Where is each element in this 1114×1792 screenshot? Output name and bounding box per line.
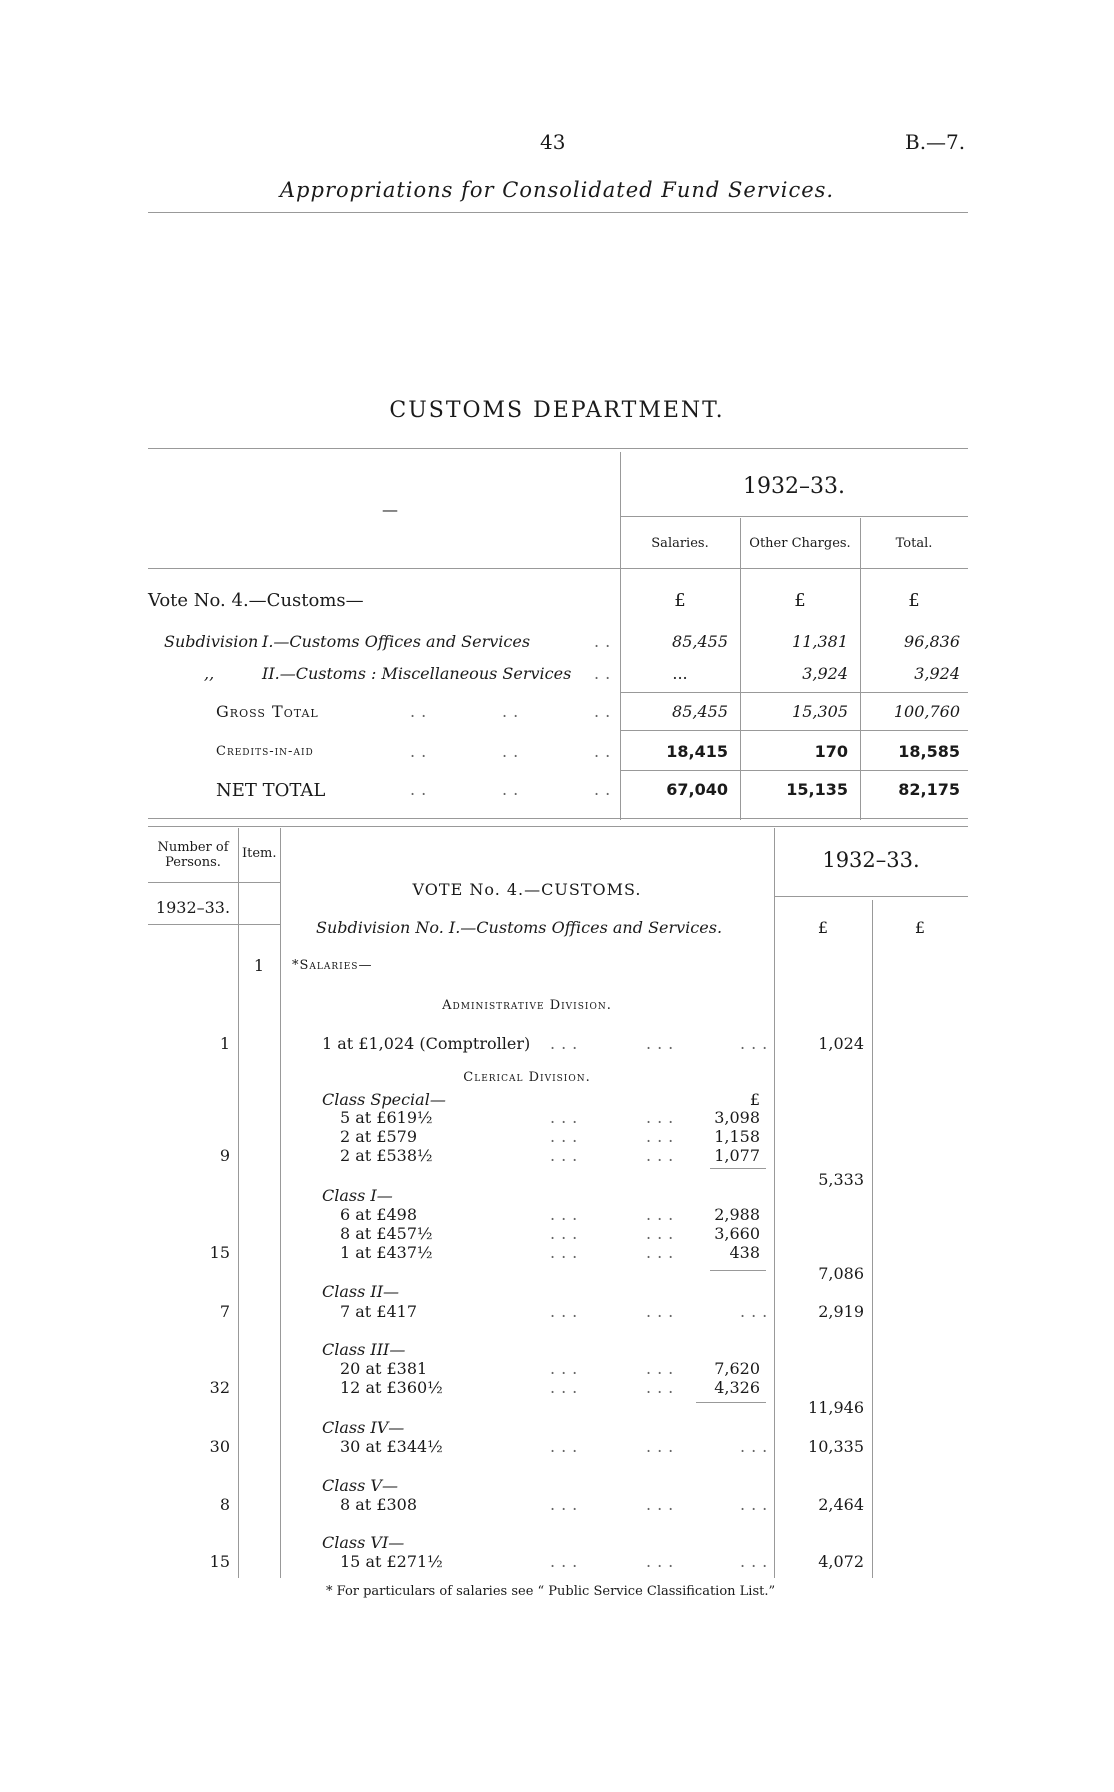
subdivision-ditto: ,, (204, 664, 215, 683)
leader-dots: ... (550, 1205, 584, 1224)
col-header-other-charges: Other Charges. (749, 536, 851, 551)
currency-col-b: £ (914, 918, 926, 937)
class-iv-title: Class IV— (322, 1418, 405, 1437)
detail-year: 1932–33. (822, 848, 920, 872)
class-special-line: 2 at £579 (340, 1127, 418, 1146)
class-iii-value: 4,326 (714, 1378, 760, 1397)
class-special-subtotal: 5,333 (818, 1170, 864, 1189)
class-vi-amount: 4,072 (818, 1552, 864, 1571)
class-ii-title: Class II— (322, 1282, 400, 1301)
page-subtitle: Appropriations for Consolidated Fund Services. (279, 178, 835, 202)
class-special-rule (710, 1168, 766, 1169)
admin-persons: 1 (219, 1034, 230, 1053)
salaries-label: *Salaries— (292, 958, 373, 973)
item-divider (280, 828, 281, 1578)
detail-top-rule (148, 826, 968, 827)
leader-dots: ... (646, 1224, 680, 1243)
leader-dots: ... (550, 1302, 584, 1321)
leader-dots: ... (646, 1205, 680, 1224)
class-i-line: 1 at £437½ (340, 1243, 433, 1262)
class-iii-line: 20 at £381 (340, 1359, 428, 1378)
leader-dots: ... (550, 1552, 584, 1571)
leader-dots: ... (740, 1302, 774, 1321)
credits-in-aid-total: 18,585 (898, 742, 960, 761)
class-ii-amount: 2,919 (818, 1302, 864, 1321)
leader-dots: ... (740, 1552, 774, 1571)
summary-bottom-rule (148, 818, 968, 819)
gross-total-salaries: 85,455 (672, 702, 728, 721)
class-ii-line: 7 at £417 (340, 1302, 418, 1321)
leader-dots: ... (550, 1108, 584, 1127)
class-special-value: 1,077 (714, 1146, 760, 1165)
leader-dots: ... (550, 1146, 584, 1165)
admin-amount: 1,024 (818, 1034, 864, 1053)
persons-header-rule (148, 882, 280, 883)
class-v-line: 8 at £308 (340, 1495, 418, 1514)
class-iii-line: 12 at £360½ (340, 1378, 443, 1397)
credits-rule (620, 730, 968, 731)
administrative-division-heading: Administrative Division. (442, 998, 612, 1013)
col-header-total: Total. (895, 536, 933, 551)
net-total-salaries: 67,040 (666, 780, 728, 799)
leader-dots: ... (646, 1359, 680, 1378)
gross-total-total: 100,760 (893, 702, 960, 721)
persons-divider (238, 828, 239, 1578)
leader-dots: ... (550, 1127, 584, 1146)
class-iv-line: 30 at £344½ (340, 1437, 443, 1456)
leader-dots: ... (550, 1495, 584, 1514)
leader-dots: ... (646, 1034, 680, 1053)
leader-dots: ... (550, 1359, 584, 1378)
inner-currency: £ (749, 1090, 760, 1109)
subdivision-title: Subdivision No. I.—Customs Offices and Services. (316, 918, 723, 937)
item-number: 1 (253, 956, 265, 975)
leader-dots: .. (594, 742, 617, 761)
summary-year: 1932–33. (743, 474, 845, 499)
net-rule (620, 770, 968, 771)
class-vi-line: 15 at £271½ (340, 1552, 443, 1571)
leader-dots: ... (550, 1378, 584, 1397)
persons-header: Number of Persons. (157, 840, 229, 870)
leader-dots: .. (502, 702, 525, 721)
leader-dots: ... (740, 1495, 774, 1514)
gross-total-label: Gross Total (216, 702, 319, 721)
subdivision-2-label: II.—Customs : Miscellaneous Services (262, 664, 572, 683)
summary-header-rule (148, 568, 968, 569)
class-special-title: Class Special— (322, 1090, 446, 1109)
persons-year-rule (148, 924, 280, 925)
currency-other: £ (794, 590, 806, 611)
net-total-label: NET TOTAL (216, 780, 326, 801)
leader-dots: .. (594, 664, 617, 683)
leader-dots: .. (502, 780, 525, 799)
class-iii-rule (696, 1402, 766, 1403)
currency-salaries: £ (674, 590, 686, 611)
leader-dots: ... (646, 1127, 680, 1146)
subdivision-1-other: 11,381 (792, 632, 848, 651)
leader-dots: ... (646, 1378, 680, 1397)
leader-dots: ... (646, 1108, 680, 1127)
subdivision-1-total: 96,836 (904, 632, 960, 651)
gross-total-other: 15,305 (792, 702, 848, 721)
persons-year: 1932–33. (155, 898, 231, 917)
item-header: Item. (242, 846, 277, 861)
department-title: CUSTOMS DEPARTMENT. (389, 398, 725, 423)
clerical-division-heading: Clerical Division. (463, 1070, 591, 1085)
class-i-title: Class I— (322, 1186, 393, 1205)
page-number: 43 (540, 130, 566, 154)
leader-dots: ... (646, 1495, 680, 1514)
class-special-line: 2 at £538½ (340, 1146, 433, 1165)
document-reference: B.—7. (905, 130, 966, 154)
class-iv-amount: 10,335 (808, 1437, 864, 1456)
leader-dots: .. (410, 780, 433, 799)
class-special-persons: 9 (219, 1146, 230, 1165)
leader-dots: ... (646, 1146, 680, 1165)
leader-dots: ... (646, 1437, 680, 1456)
class-i-line: 6 at £498 (340, 1205, 418, 1224)
header-rule (148, 212, 968, 213)
subdivision-2-other: 3,924 (802, 664, 848, 683)
subdivision-prefix: Subdivision (164, 632, 259, 651)
net-total-other: 15,135 (786, 780, 848, 799)
leader-dots: .. (594, 702, 617, 721)
detail-year-rule (774, 896, 968, 897)
leader-dots: .. (410, 702, 433, 721)
class-iii-value: 7,620 (714, 1359, 760, 1378)
subdivision-1-salaries: 85,455 (672, 632, 728, 651)
class-i-subtotal: 7,086 (818, 1264, 864, 1283)
blank-marker: — (382, 500, 398, 519)
class-vi-title: Class VI— (322, 1533, 405, 1552)
class-vi-persons: 15 (209, 1552, 230, 1571)
class-iii-persons: 32 (209, 1378, 230, 1397)
class-iii-title: Class III— (322, 1340, 406, 1359)
class-v-amount: 2,464 (818, 1495, 864, 1514)
leader-dots: ... (740, 1437, 774, 1456)
class-i-line: 8 at £457½ (340, 1224, 433, 1243)
amount-col-divider (872, 900, 873, 1578)
class-iii-subtotal: 11,946 (808, 1398, 864, 1417)
subdivision-1-label: I.—Customs Offices and Services (262, 632, 531, 651)
subdivision-2-total: 3,924 (914, 664, 960, 683)
footnote: * For particulars of salaries see “ Public Service Classification List.” (326, 1584, 776, 1599)
leader-dots: ... (646, 1552, 680, 1571)
subdivision-2-salaries: ... (672, 664, 688, 683)
credits-in-aid-label: Credits-in-aid (216, 744, 314, 759)
class-i-value: 2,988 (714, 1205, 760, 1224)
leader-dots: .. (594, 632, 617, 651)
currency-col-a: £ (817, 918, 829, 937)
vote-title: VOTE No. 4.—CUSTOMS. (412, 880, 642, 899)
summary-top-rule (148, 448, 968, 449)
class-iv-persons: 30 (209, 1437, 230, 1456)
leader-dots: .. (502, 742, 525, 761)
net-total-total: 82,175 (898, 780, 960, 799)
leader-dots: ... (550, 1224, 584, 1243)
currency-total: £ (908, 590, 920, 611)
class-special-value: 3,098 (714, 1108, 760, 1127)
credits-in-aid-salaries: 18,415 (666, 742, 728, 761)
summary-year-rule (620, 516, 968, 517)
vote-label: Vote No. 4.—Customs— (148, 590, 364, 611)
col-header-salaries: Salaries. (651, 536, 709, 551)
gross-rule (620, 692, 968, 693)
class-i-value: 438 (729, 1243, 760, 1262)
leader-dots: .. (410, 742, 433, 761)
admin-row-label: 1 at £1,024 (Comptroller) (322, 1034, 531, 1053)
leader-dots: ... (740, 1034, 774, 1053)
amount-divider (774, 828, 775, 1578)
credits-in-aid-other: 170 (814, 742, 848, 761)
leader-dots: ... (550, 1243, 584, 1262)
class-special-line: 5 at £619½ (340, 1108, 433, 1127)
leader-dots: ... (550, 1034, 584, 1053)
leader-dots: ... (646, 1243, 680, 1262)
class-v-persons: 8 (219, 1495, 230, 1514)
class-i-rule (710, 1270, 766, 1271)
class-v-title: Class V— (322, 1476, 398, 1495)
class-ii-persons: 7 (219, 1302, 230, 1321)
leader-dots: ... (646, 1302, 680, 1321)
class-special-value: 1,158 (714, 1127, 760, 1146)
leader-dots: .. (594, 780, 617, 799)
class-i-value: 3,660 (714, 1224, 760, 1243)
leader-dots: ... (550, 1437, 584, 1456)
class-i-persons: 15 (209, 1243, 230, 1262)
